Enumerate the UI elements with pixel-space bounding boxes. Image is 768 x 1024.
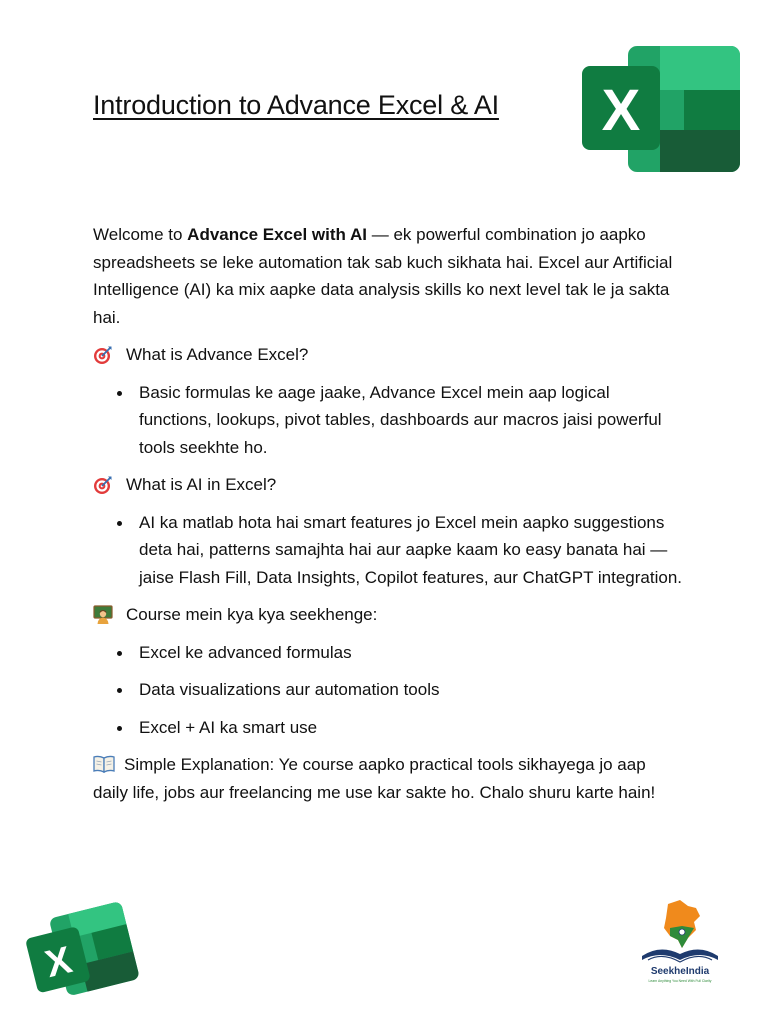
chakra-icon xyxy=(679,929,685,935)
intro-text-end: — ek powerful combination jo aapko spreadsheets se leke automation tak sab kuch sikhata hai. Excel aur Artificial Intelligence (AI) ka mix aapke data analysis skills ko next level tak le ja sakta hai. xyxy=(93,225,673,327)
bullet-list xyxy=(93,639,683,742)
brand-tagline: Learn Anything You Need With Full Clarity xyxy=(648,979,712,983)
excel-logo-small-letter: X xyxy=(41,939,77,987)
excel-logo-sheet-bottom xyxy=(660,130,740,172)
seekheindia-logo xyxy=(630,898,730,990)
section-heading xyxy=(93,601,683,629)
intro-paragraph xyxy=(93,221,683,331)
intro-text-start: Welcome to xyxy=(93,225,188,244)
excel-logo-sheet-top xyxy=(660,46,740,90)
list-item: Basic formulas ke aage jaake, Advance Excel mein aap logical functions, lookups, pivot tables, dashboards aur macros jaisi powerful tools seekhte ho. xyxy=(93,379,683,462)
section-heading-text: Course mein kya kya seekhenge: xyxy=(126,605,378,624)
explanation-paragraph xyxy=(93,751,683,806)
excel-logo-letter: X xyxy=(601,78,641,143)
section-heading-text: What is Advance Excel? xyxy=(126,345,309,364)
target-icon xyxy=(93,345,113,365)
excel-logo-small-icon xyxy=(22,902,140,1004)
section-heading xyxy=(93,471,683,499)
intro-bold-text: Advance Excel with AI xyxy=(187,225,367,244)
explanation-text: Simple Explanation: Ye course aapko practical tools sikhayega jo aap daily life, jobs aur freelancing me use kar sakte ho. Chalo shuru karte hain! xyxy=(93,755,656,802)
bullet-list xyxy=(93,379,683,462)
list-item: Excel ke advanced formulas xyxy=(93,639,683,667)
page-title: Introduction to Advance Excel & AI xyxy=(93,90,499,120)
list-item: AI ka matlab hota hai smart features jo Excel mein aapko suggestions deta hai, patterns samajhta hai aur aapke kaam ko easy banata hai — jaise Flash Fill, Data Insights, Copilot features, aur ChatGPT integration. xyxy=(93,509,683,592)
list-item: Data visualizations aur automation tools xyxy=(93,676,683,704)
target-icon xyxy=(93,475,113,495)
content xyxy=(93,221,683,806)
open-book-icon xyxy=(93,754,115,774)
section-heading-text: What is AI in Excel? xyxy=(126,475,277,494)
bullet-list xyxy=(93,509,683,592)
section-heading xyxy=(93,341,683,369)
list-item: Excel + AI ka smart use xyxy=(93,714,683,742)
excel-logo-sheet-right xyxy=(684,90,740,130)
book-icon xyxy=(642,949,718,960)
excel-logo-icon xyxy=(576,42,744,187)
brand-name: SeekheIndia xyxy=(650,966,710,977)
teacher-icon xyxy=(93,605,113,625)
